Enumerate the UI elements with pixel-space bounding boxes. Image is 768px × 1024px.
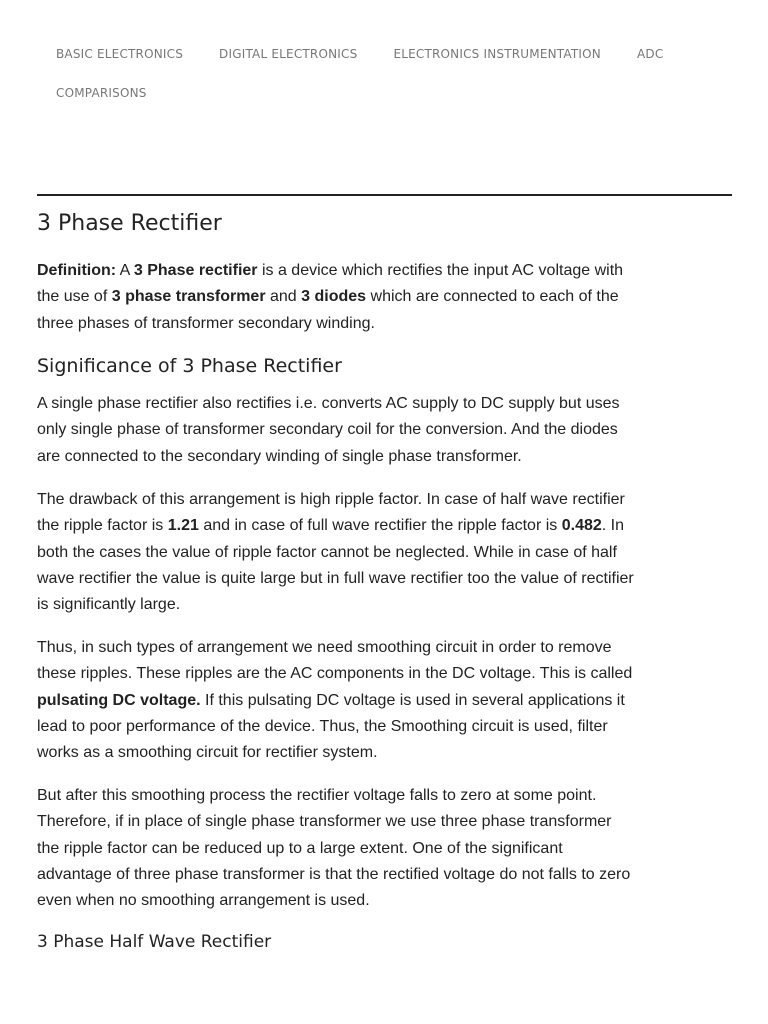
header-divider [37,194,732,196]
article [37,205,637,952]
ripple-text-1: The drawback of this arrangement is high ripple factor. In case of half wave rectifier the ripple factor is [37,491,625,535]
page-title: 3 Phase Rectifier [37,211,222,236]
ripple-text-3: . In both the cases the value of ripple factor cannot be neglected. While in case of half wave rectifier the value is quite large but in full wave rectifier too the value of rectifier is significantly large. [37,517,634,614]
nav-item-digital-electronics[interactable]: DIGITAL ELECTRONICS [219,46,358,61]
definition-bold-3: 3 diodes [301,288,367,306]
smoothing-paragraph [37,635,637,766]
nav-item-basic-electronics[interactable]: BASIC ELECTRONICS [56,46,184,61]
definition-text-3: and [265,288,302,306]
main-nav [38,34,738,112]
definition-paragraph [37,258,637,337]
definition-text-1: A [116,262,134,279]
ripple-text-2: and in case of full wave rectifier the ripple factor is [198,517,562,535]
nav-item-electronics-instrumentation[interactable]: ELECTRONICS INSTRUMENTATION [393,46,601,61]
ripple-bold-1: 1.21 [167,517,199,535]
nav-row-1 [38,34,738,73]
nav-item-comparisons[interactable]: COMPARISONS [56,85,147,100]
definition-text-2: is a device which rectifies the input AC voltage with the use of [37,262,624,306]
single-phase-paragraph: A single phase rectifier also rectifies i.e. converts AC supply to DC supply but uses only single phase of transformer secondary coil for the conversion. And the diodes are connected to the secondary winding of single phase transformer. [37,395,620,465]
smoothing-text-2: If this pulsating DC voltage is used in several applications it lead to poor performance of the device. Thus, the Smoothing circuit is used, filter works as a smoothing circuit for rectifier system. [37,691,625,762]
ripple-factor-paragraph [37,487,637,618]
half-wave-heading: 3 Phase Half Wave Rectifier [37,932,272,952]
smoothing-text-1: Thus, in such types of arrangement we need smoothing circuit in order to remove these ripples. These ripples are the AC components in the DC voltage. This is called [37,639,633,683]
smoothing-bold-1: pulsating DC voltage. [37,691,201,709]
nav-item-adc[interactable]: ADC [636,46,664,61]
ripple-bold-2: 0.482 [561,517,602,535]
definition-text-4: which are connected to each of the three phases of transformer secondary winding. [37,288,619,332]
significance-heading: Significance of 3 Phase Rectifier [37,355,342,377]
definition-bold-1: 3 Phase rectifier [133,262,258,279]
three-phase-paragraph: But after this smoothing process the rectifier voltage falls to zero at some point. Therefore, if in place of single phase transformer we use three phase transformer the ripple factor can be reduced up to a large extent. One of the significant advantage of three phase transformer is that the rectified voltage do not falls to zero even when no smoothing arrangement is used. [37,787,631,910]
definition-label: Definition: [37,262,117,279]
definition-bold-2: 3 phase transformer [111,288,266,306]
nav-row-2 [38,73,738,112]
